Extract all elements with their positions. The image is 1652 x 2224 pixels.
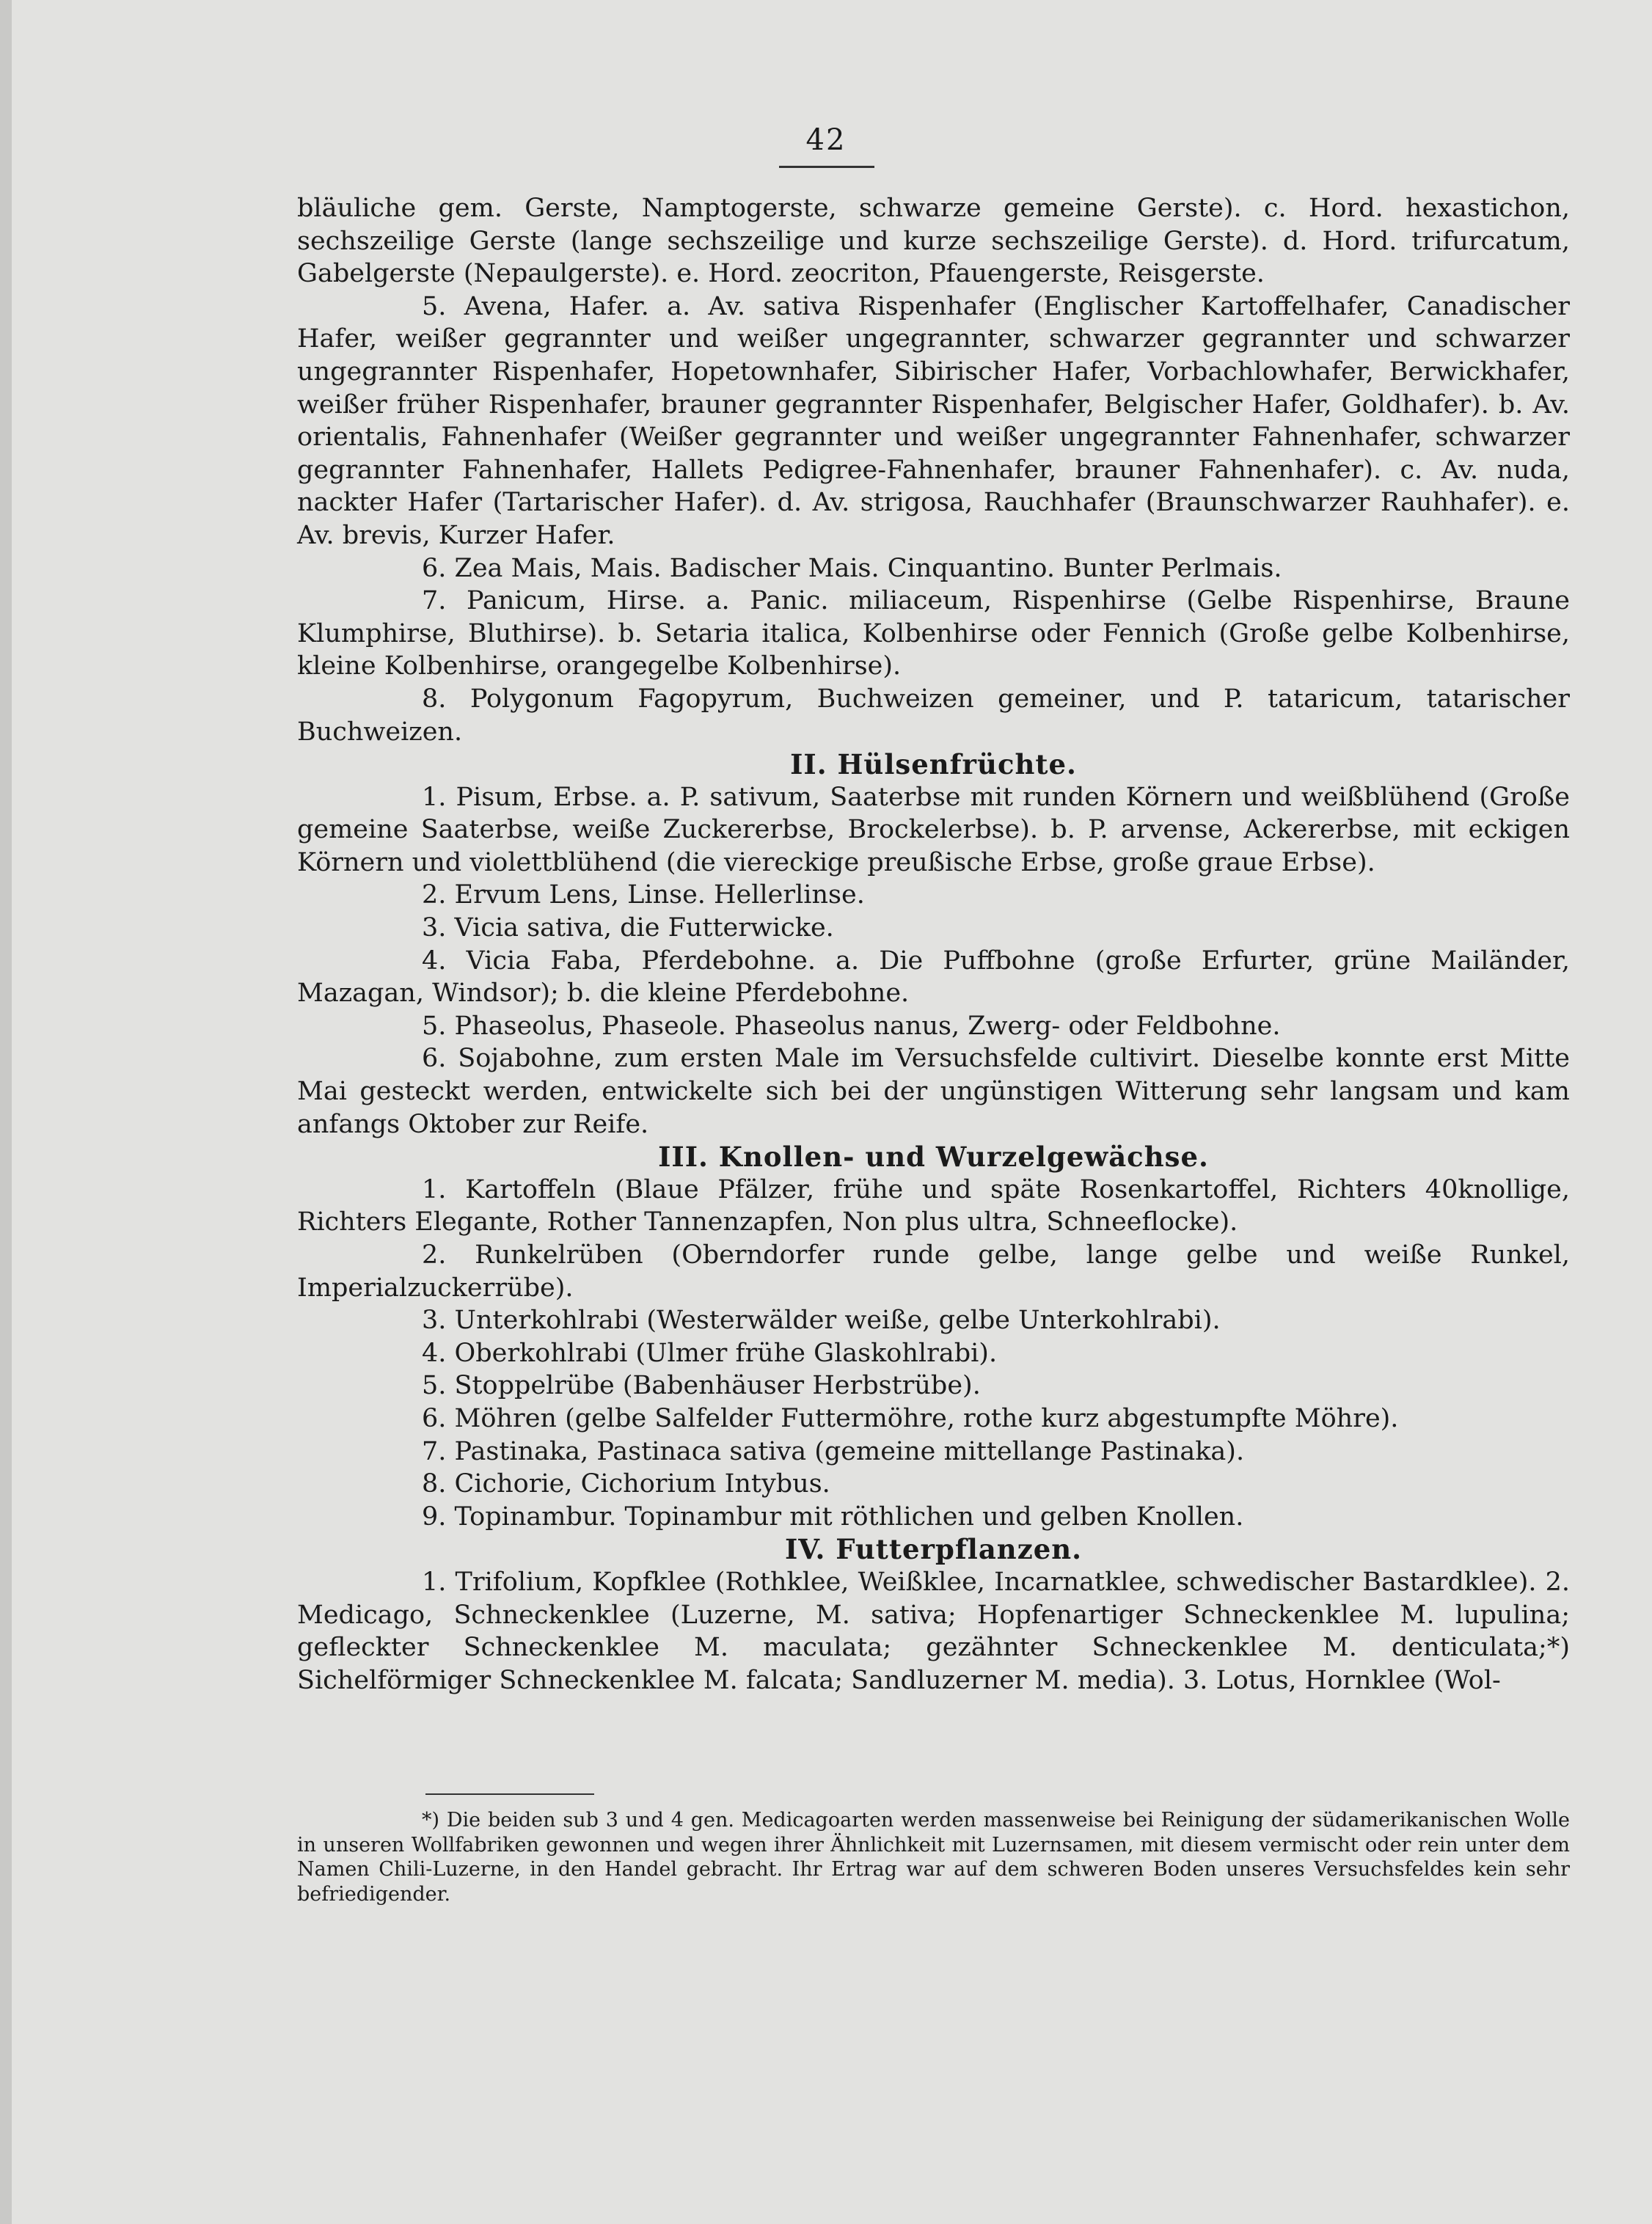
- section-heading-knollen: III. Knollen- und Wurzelgewächse.: [658, 1141, 1209, 1174]
- paragraph-vicia-sativa: 3. Vicia sativa, die Futterwicke.: [422, 913, 834, 943]
- paragraph-pastinaka: 7. Pastinaka, Pastinaca sativa (gemeine mittellange Pastinaka).: [422, 1436, 1245, 1466]
- paragraph-topinambur: 9. Topinambur. Topinambur mit röthlichen und gelben Knollen.: [422, 1501, 1244, 1532]
- paragraph-cichorie: 8. Cichorie, Cichorium Intybus.: [422, 1469, 830, 1499]
- paragraph-zea-mais: 6. Zea Mais, Mais. Badischer Mais. Cinquantino. Bunter Perlmais.: [422, 553, 1282, 583]
- section-heading-futterpflanzen: IV. Futterpflanzen.: [784, 1533, 1083, 1566]
- paragraph-runkelrueben: 2. Runkelrüben (Oberndorfer runde gelbe, lange gelbe und weiße Runkel, Imperialzuckerrübe).: [297, 1240, 1570, 1303]
- page-number: 42: [805, 123, 847, 157]
- body-text: [297, 192, 1570, 1697]
- paragraph-polygonum: 8. Polygonum Fagopyrum, Buchweizen gemeiner, und P. tataricum, tatarischer Buchweizen.: [297, 684, 1570, 747]
- paragraph-oberkohlrabi: 4. Oberkohlrabi (Ulmer frühe Glaskohlrabi).: [422, 1338, 998, 1368]
- paragraph-phaseolus: 5. Phaseolus, Phaseole. Phaseolus nanus, Zwerg- oder Feldbohne.: [422, 1011, 1281, 1041]
- paragraph-stoppelruebe: 5. Stoppelrübe (Babenhäuser Herbstrübe).: [422, 1371, 981, 1401]
- footnote-rule: [425, 1793, 594, 1795]
- paragraph-ervum: 2. Ervum Lens, Linse. Hellerlinse.: [422, 880, 865, 910]
- page-number-underline: [779, 166, 874, 168]
- paragraph-pisum: 1. Pisum, Erbse. a. P. sativum, Saaterbse mit runden Körnern und weißblühend (Große gemeine Saaterbse, weiße Zuckererbse, Brockelerbse). b. P. arvense, Ackererbse, mit eckigen Körnern und violettblühend (die viereckige preußische Erbse, große graue Erbse).: [297, 782, 1570, 877]
- paragraph-unterkohlrabi: 3. Unterkohlrabi (Westerwälder weiße, gelbe Unterkohlrabi).: [422, 1306, 1221, 1336]
- footnote: [297, 1808, 1570, 1906]
- paragraph-barley-continuation: bläuliche gem. Gerste, Namptogerste, schwarze gemeine Gerste). c. Hord. hexastichon, sechszeilige Gerste (lange sechszeilige und kurze sechszeilige Gerste). d. Hord. trifurcatum, Gabelgerste (Nepaulgerste). e. Hord. zeocriton, Pfauengerste, Reisgerste.: [297, 194, 1570, 289]
- paragraph-avena: 5. Avena, Hafer. a. Av. sativa Rispenhafer (Englischer Kartoffelhafer, Canadischer Hafer, weißer gegrannter und weißer ungegrannter, schwarzer gegrannter und schwarzer ungegrannter Rispenhafer, Hopetownhafer, Sibirischer Hafer, Vorbachlowhafer, Berwickhafer, weißer früher Rispenhafer, brauner gegrannter Rispenhafer, Belgischer Hafer, Goldhafer). b. Av. orientalis, Fahnenhafer (Weißer gegrannter und weißer ungegrannter Fahnenhafer, schwarzer gegrannter Fahnenhafer, Hallets Pedigree-Fahnenhafer, brauner Fahnenhafer). c. Av. nuda, nackter Hafer (Tartarischer Hafer). d. Av. strigosa, Rauchhafer (Braunschwarzer Rauhhafer). e. Av. brevis, Kurzer Hafer.: [297, 291, 1570, 550]
- section-heading-huelsenfruechte: II. Hülsenfrüchte.: [790, 748, 1077, 781]
- paragraph-moehren: 6. Möhren (gelbe Salfelder Futtermöhre, rothe kurz abgestumpfte Möhre).: [422, 1403, 1399, 1433]
- footnote-text: *) Die beiden sub 3 und 4 gen. Medicagoarten werden massenweise bei Reinigung der südamerikanischen Wolle in unseren Wollfabriken gewonnen und wegen ihrer Ähnlichkeit mit Luzernsamen, mit diesem vermischt oder rein unter dem Namen Chili-Luzerne, in den Handel gebracht. Ihr Ertrag war auf dem schweren Boden unseres Versuchsfeldes kein sehr befriedigender.: [297, 1809, 1570, 1906]
- paragraph-sojabohne: 6. Sojabohne, zum ersten Male im Versuchsfelde cultivirt. Dieselbe konnte erst Mitte Mai gesteckt werden, entwickelte sich bei der ungünstigen Witterung sehr langsam und kam anfangs Oktober zur Reife.: [297, 1044, 1570, 1139]
- paragraph-panicum: 7. Panicum, Hirse. a. Panic. miliaceum, Rispenhirse (Gelbe Rispenhirse, Braune Klumphirse, Bluthirse). b. Setaria italica, Kolbenhirse oder Fennich (Große gelbe Kolbenhirse, kleine Kolbenhirse, orangegelbe Kolbenhirse).: [297, 586, 1570, 681]
- paragraph-kartoffeln: 1. Kartoffeln (Blaue Pfälzer, frühe und späte Rosenkartoffel, Richters 40knollige, Richters Elegante, Rother Tannenzapfen, Non plus ultra, Schneeflocke).: [297, 1174, 1570, 1237]
- paragraph-vicia-faba: 4. Vicia Faba, Pferdebohne. a. Die Puffbohne (große Erfurter, grüne Mailänder, Mazagan, Windsor); b. die kleine Pferdebohne.: [297, 945, 1570, 1009]
- page-edge-shadow: [0, 0, 12, 2224]
- paragraph-trifolium: 1. Trifolium, Kopfklee (Rothklee, Weißklee, Incarnatklee, schwedischer Bastardklee). 2. Medicago, Schneckenklee (Luzerne, M. sativa; Hopfenartiger Schneckenklee M. lupulina; gefleckter Schneckenklee M. maculata; gezähnter Schneckenklee M. denticulata;*) Sichelförmiger Schneckenklee M. falcata; Sandluzerner M. media). 3. Lotus, Hornklee (Wol-: [297, 1567, 1570, 1695]
